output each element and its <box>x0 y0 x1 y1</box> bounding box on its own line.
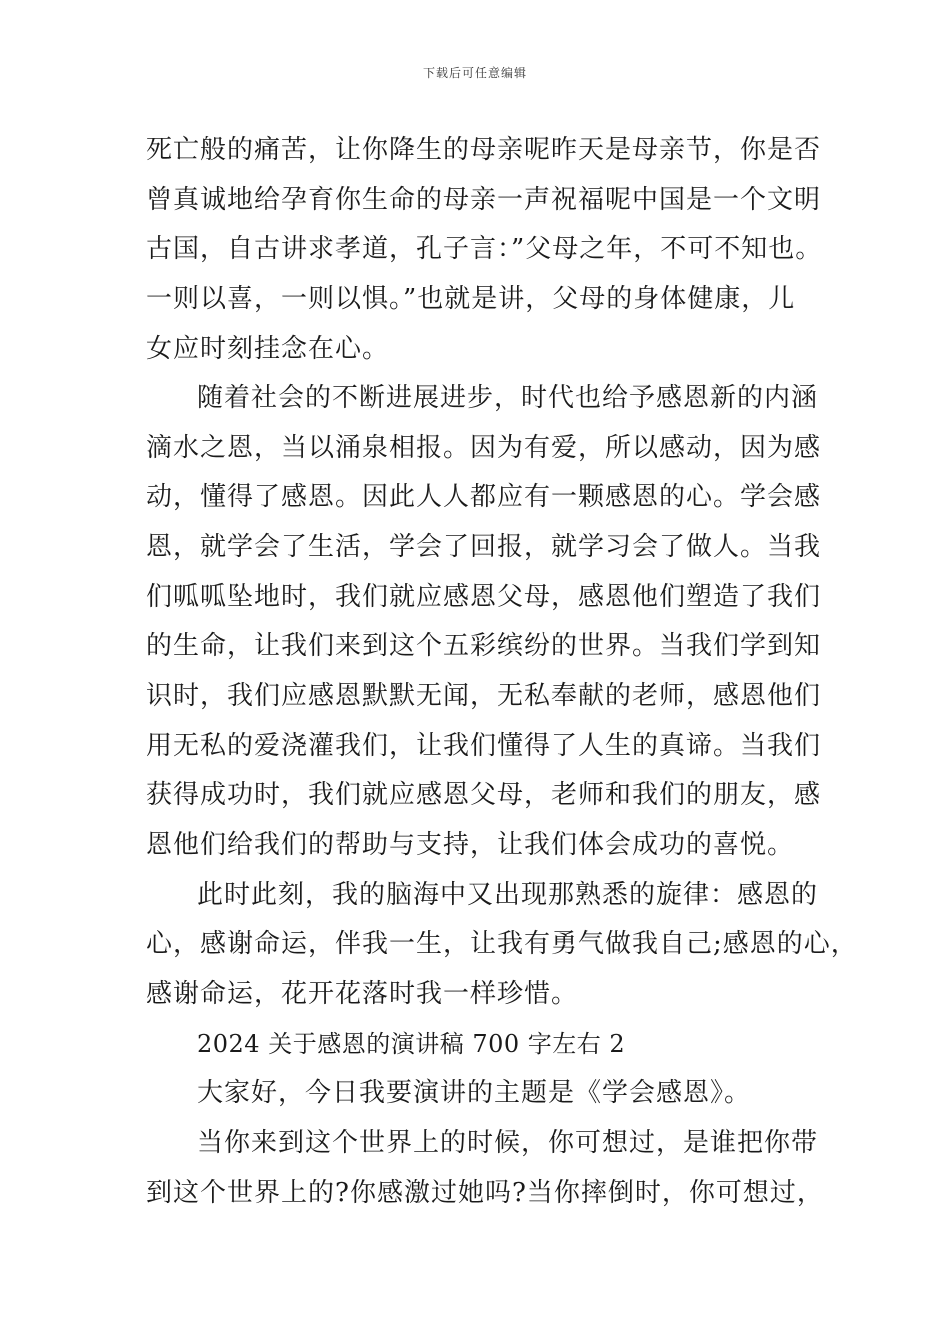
body-line: 恩，就学会了生活，学会了回报，就学习会了做人。当我 <box>146 532 822 562</box>
body-line: 心，感谢命运，伴我一生，让我有勇气做我自己;感恩的心， <box>146 929 858 959</box>
body-line: 用无私的爱浇灌我们，让我们懂得了人生的真谛。当我们 <box>146 731 822 761</box>
page-header: 下载后可任意编辑 <box>422 66 527 80</box>
body-line: 曾真诚地给孕育你生命的母亲一声祝福呢中国是一个文明 <box>146 185 822 215</box>
body-line: 到这个世界上的?你感激过她吗?当你摔倒时，你可想过， <box>146 1178 824 1208</box>
paragraph-first-line: 随着社会的不断进展进步，时代也给予感恩新的内涵 <box>197 383 819 413</box>
body-line: 感谢命运，花开花落时我一样珍惜。 <box>146 979 579 1009</box>
section-title: 2024 关于感恩的演讲稿 700 字左右 2 <box>197 1030 626 1058</box>
paragraph-first-line: 此时此刻，我的脑海中又出现那熟悉的旋律：感恩的 <box>197 880 819 910</box>
paragraph-first-line: 当你来到这个世界上的时候，你可想过，是谁把你带 <box>197 1128 819 1158</box>
body-line: 的生命，让我们来到这个五彩缤纷的世界。当我们学到知 <box>146 631 822 661</box>
body-line: 一则以喜，一则以惧。”也就是讲，父母的身体健康，儿 <box>146 284 796 314</box>
body-line: 获得成功时，我们就应感恩父母，老师和我们的朋友，感 <box>146 780 822 810</box>
body-line: 死亡般的痛苦，让你降生的母亲呢昨天是母亲节，你是否 <box>146 135 822 165</box>
body-line: 恩他们给我们的帮助与支持，让我们体会成功的喜悦。 <box>146 830 795 860</box>
body-line: 滴水之恩，当以涌泉相报。因为有爱，所以感动，因为感 <box>146 433 822 463</box>
body-line: 古国，自古讲求孝道，孔子言：”父母之年，不可不知也。 <box>146 234 823 264</box>
body-line: 们呱呱坠地时，我们就应感恩父母，感恩他们塑造了我们 <box>146 582 822 612</box>
paragraph-first-line: 大家好，今日我要演讲的主题是《学会感恩》。 <box>197 1078 752 1108</box>
body-line: 女应时刻挂念在心。 <box>146 334 390 364</box>
body-line: 动，懂得了感恩。因此人人都应有一颗感恩的心。学会感 <box>146 482 822 512</box>
body-line: 识时，我们应感恩默默无闻，无私奉献的老师，感恩他们 <box>146 681 822 711</box>
